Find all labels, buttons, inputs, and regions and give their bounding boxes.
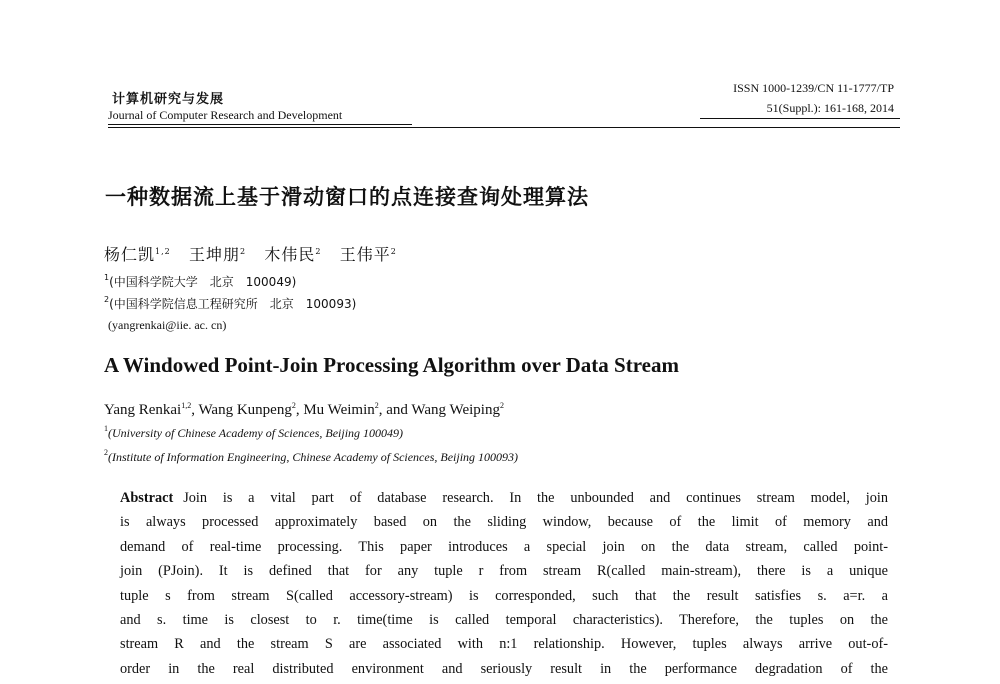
abstract-line: tuple s from stream S(called accessory-stream) is corresponded, such that the result satisfies s. a=r. a (120, 587, 888, 604)
author-en: Mu Weimin$^2$, and (303, 401, 412, 418)
journal-name-en: Journal of Computer Research and Development (108, 108, 343, 122)
author-en: Wang Weiping$^2$ (411, 401, 504, 418)
author-cn: 王坤朋$^2$ (189, 245, 247, 264)
abstract-line: and s. time is closest to r. time(time is called temporal characteristics). Therefore, the tuples on the (120, 611, 888, 628)
paper-title-cn: 一种数据流上基于滑动窗口的点连接查询处理算法 (105, 185, 589, 209)
abstract-line: join (PJoin). It is defined that for any tuple r from stream R(called main-stream), there is a unique (120, 563, 888, 580)
affiliation-en-1: $^1$(University of Chinese Academy of Sciences, Beijing 100049) (104, 424, 404, 440)
abstract-line: stream R and the stream S are associated with n:1 relationship. However, tuples always arrive out-of- (120, 636, 888, 653)
abstract-line: demand of real-time processing. This paper introduces a special join on the data stream, called point- (120, 538, 888, 555)
affiliation-cn-2: $^2$(中国科学院信息工程研究所 北京 100093) (104, 295, 357, 311)
author-email: (yangrenkai@iie. ac. cn) (108, 318, 227, 332)
header-rule-full (108, 127, 900, 128)
issn: ISSN 1000-1239/CN 11-1777/TP (733, 81, 894, 95)
abstract-line: is always processed approximately based on the sliding window, because of the limit of memory and (120, 514, 888, 531)
affiliation-en-2: $^2$(Institute of Information Engineering, Chinese Academy of Sciences, Beijing 100093) (104, 448, 519, 464)
author-cn: 木伟民$^2$ (264, 245, 322, 264)
author-cn: 杨仁凯$^{1,2}$ (104, 245, 171, 264)
issue-pages: 51(Suppl.): 161-168, 2014 (766, 101, 894, 115)
paper-title-en: A Windowed Point-Join Processing Algorithm over Data Stream (104, 353, 679, 377)
abstract-line: Abstract Join is a vital part of database research. In the unbounded and continues stream model, join (120, 490, 888, 506)
author-en: Yang Renkai$^{1,2}$, (104, 401, 199, 418)
header-rule-right (700, 118, 900, 119)
author-cn: 王伟平$^2$ (339, 245, 397, 264)
author-en: Wang Kunpeng$^2$, (198, 401, 304, 418)
header-rule-left (108, 124, 412, 125)
authors-en (104, 402, 504, 419)
authors-cn (104, 242, 397, 265)
journal-name-cn: 计算机研究与发展 (112, 92, 225, 107)
affiliation-cn-1: $^1$(中国科学院大学 北京 100049) (104, 273, 297, 289)
abstract (120, 486, 888, 681)
abstract-line: order in the real distributed environment and seriously result in the performance degradation of the (120, 660, 888, 677)
abstract-label: Abstract (120, 490, 174, 506)
